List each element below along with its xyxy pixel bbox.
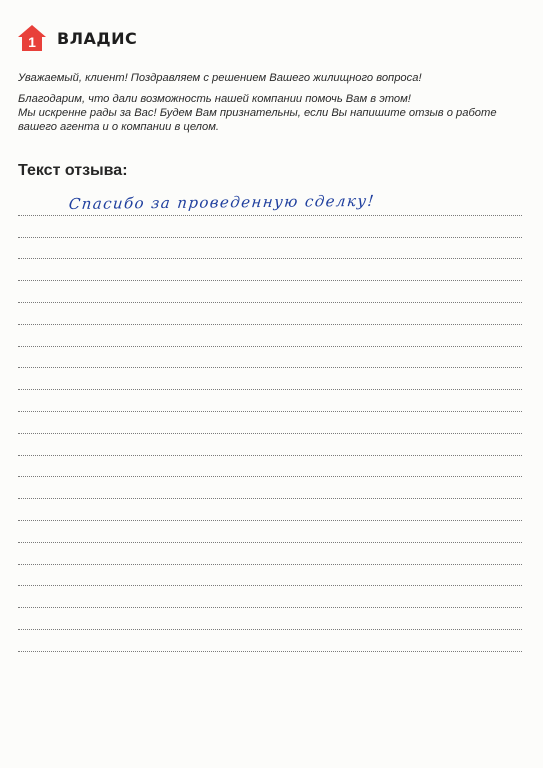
review-line <box>18 543 522 565</box>
review-line <box>18 325 522 347</box>
handwritten-review: Спасибо за проведенную сделку! <box>68 191 376 213</box>
logo-digit: 1 <box>28 34 36 50</box>
review-line <box>18 303 522 325</box>
review-line <box>18 521 522 543</box>
header <box>17 24 137 52</box>
review-line <box>18 191 522 216</box>
review-line <box>18 586 522 608</box>
house-logo-icon <box>17 24 47 52</box>
review-line <box>18 565 522 587</box>
review-line <box>18 608 522 630</box>
review-line <box>18 434 522 456</box>
review-line <box>18 259 522 281</box>
review-title: Текст отзыва: <box>18 162 128 179</box>
request-line: Мы искренне рады за Вас! Будем Вам признательны, если Вы напишите отзыв о работе <box>18 107 497 119</box>
intro-text <box>18 71 528 134</box>
review-line <box>18 412 522 434</box>
review-line <box>18 499 522 521</box>
review-line <box>18 368 522 390</box>
review-line <box>18 630 522 652</box>
review-line <box>18 238 522 260</box>
review-line <box>18 216 522 238</box>
thanks-line: Благодарим, что дали возможность нашей компании помочь Вам в этом! <box>18 93 411 105</box>
review-line <box>18 456 522 478</box>
review-line <box>18 477 522 499</box>
review-line <box>18 347 522 369</box>
brand-name: ВЛАДИС <box>57 28 138 48</box>
review-line <box>18 390 522 412</box>
greeting: Уважаемый, клиент! Поздравляем с решением Вашего жилищного вопроса! <box>18 72 422 84</box>
review-lines <box>18 191 522 652</box>
review-line <box>18 281 522 303</box>
request-line-cont: вашего агента и о компании в целом. <box>18 121 219 133</box>
